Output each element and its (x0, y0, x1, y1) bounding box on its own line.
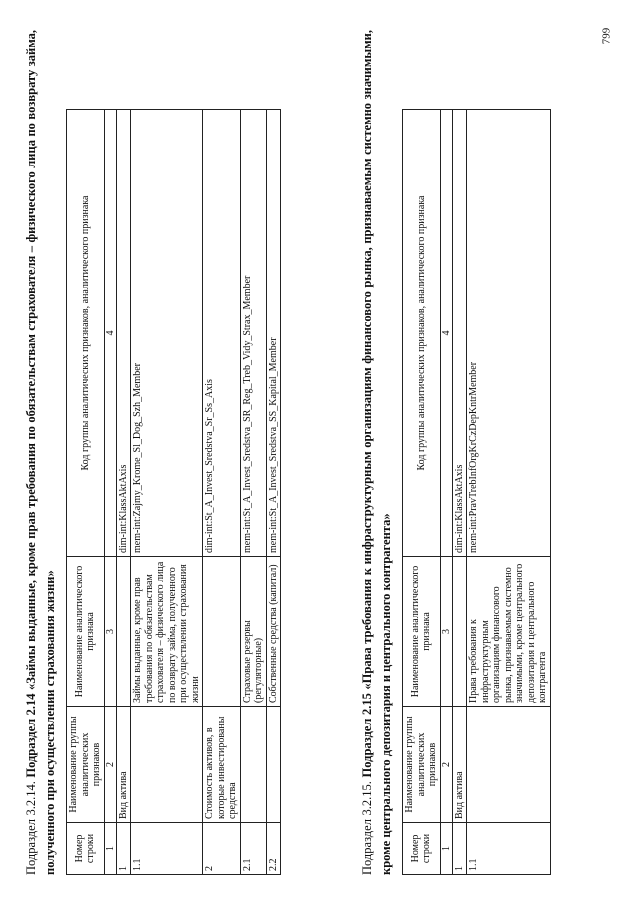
column-header: Наименование аналитического признака (403, 557, 441, 707)
attribute-code: mem-int:St_A_Invest_Sredstva_SS_Kapital_Member (266, 110, 281, 557)
section-2-14 (22, 0, 281, 905)
column-header: Наименование аналитического признака (67, 557, 105, 707)
table-row (203, 110, 241, 875)
attribute-name: Займы выданные, кроме прав требования по обязательствам страхователя – физического лица по возврату займа, полученного при осуществлении страхования жизни (131, 557, 203, 707)
column-number: 2 (104, 707, 116, 823)
attribute-code: mem-int:St_A_Invest_Sredstva_SR_Reg_Treb_Vidy_Strax_Member (240, 110, 266, 557)
attribute-name: Собственные средства (капитал) (266, 557, 281, 707)
heading-prefix: Подраздел 3.2.14. (24, 781, 38, 875)
column-number: 1 (440, 823, 452, 875)
table-header-row (67, 110, 105, 875)
attribute-name (452, 557, 467, 707)
page-number: 799 (600, 27, 613, 45)
attribute-name: Права требования к инфраструктурным организациям финансового рынка, признаваемым системно значимыми, кроме центрального депозитария и центрального контрагента (467, 557, 551, 707)
group-name: Стоимость активов, в которые инвестированы средства (203, 707, 241, 823)
attributes-table (66, 109, 281, 875)
column-number-row (440, 110, 452, 875)
column-header: Наименование группы аналитических признаков (403, 707, 441, 823)
column-header: Наименование группы аналитических признаков (67, 707, 105, 823)
table-row (240, 110, 266, 875)
column-header: Код группы аналитических признаков, аналитического признака (403, 110, 441, 557)
column-number: 4 (440, 110, 452, 557)
attribute-name (203, 557, 241, 707)
row-number: 1.1 (131, 823, 203, 875)
group-name (131, 707, 203, 823)
group-name (467, 707, 551, 823)
section-heading (22, 30, 60, 875)
column-header: Номер строки (67, 823, 105, 875)
attribute-code: dim-int:KlassAktAxis (452, 110, 467, 557)
table-row (266, 110, 281, 875)
section-heading (358, 30, 396, 875)
group-name: Вид актива (116, 707, 131, 823)
table-row (116, 110, 131, 875)
column-number: 3 (440, 557, 452, 707)
column-number: 1 (104, 823, 116, 875)
row-number: 1 (116, 823, 131, 875)
attribute-name (116, 557, 131, 707)
attribute-name: Страховые резервы (регуляторные) (240, 557, 266, 707)
section-2-15 (358, 0, 551, 905)
attributes-table (402, 109, 551, 875)
table-row (452, 110, 467, 875)
table-row (467, 110, 551, 875)
group-name: Вид актива (452, 707, 467, 823)
row-number: 2 (203, 823, 241, 875)
attribute-code: mem-int:PravTrebInfOrgKrCzDepKntrMember (467, 110, 551, 557)
table-header-row (403, 110, 441, 875)
attribute-code: dim-int:KlassAktAxis (116, 110, 131, 557)
table-row (131, 110, 203, 875)
heading-title: Подраздел 2.14 «Займы выданные, кроме прав требования по обязательствам страхователя – физического лица по возврату займа, полученного при осуществлении страхования жизни» (24, 29, 57, 875)
column-number: 3 (104, 557, 116, 707)
heading-prefix: Подраздел 3.2.15. (360, 781, 374, 875)
group-name (266, 707, 281, 823)
column-number-row (104, 110, 116, 875)
row-number: 1 (452, 823, 467, 875)
column-number: 2 (440, 707, 452, 823)
group-name (240, 707, 266, 823)
row-number: 1.1 (467, 823, 551, 875)
row-number: 2.2 (266, 823, 281, 875)
attribute-code: dim-int:St_A_Invest_Sredstva_Sr_Ss_Axis (203, 110, 241, 557)
column-header: Номер строки (403, 823, 441, 875)
column-header: Код группы аналитических признаков, аналитического признака (67, 110, 105, 557)
attribute-code: mem-int:Zajmy_Krome_Sl_Dog_Szh_Member (131, 110, 203, 557)
heading-title: Подраздел 2.15 «Права требования к инфраструктурным организациям финансового рынка, признаваемым системно значимыми, кроме центрального депозитария и центрального контрагента» (360, 29, 393, 875)
column-number: 4 (104, 110, 116, 557)
row-number: 2.1 (240, 823, 266, 875)
